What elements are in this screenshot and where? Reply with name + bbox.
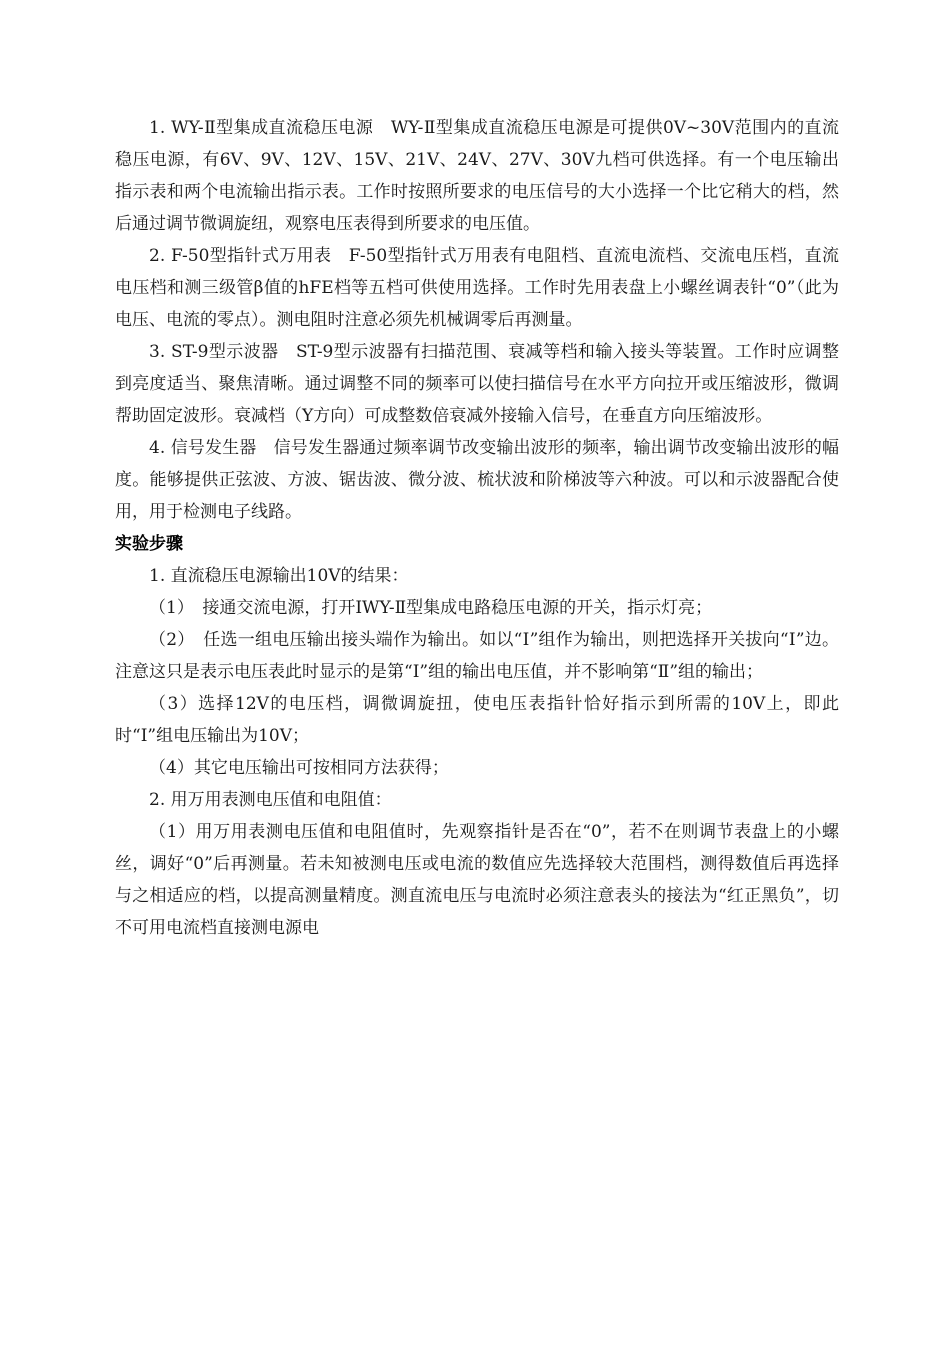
step-2-substep-1: （1）用万用表测电压值和电阻值时，先观察指针是否在“0”，若不在则调节表盘上的小螺丝，调好“0”后再测量。若未知被测电压或电流的数值应先选择较大范围档，测得数值后再选择与之相适应的档，以提高测量精度。测直流电压与电流时必须注意表头的接法为“红正黑负”，切不可用电流档直接测电源电 (115, 822, 839, 938)
step-1-substep-4: （4）其它电压输出可按相同方法获得； (149, 758, 449, 778)
section-heading-experiment-steps: 实验步骤 (115, 534, 183, 554)
step-1-substep-3: （3）选择12V的电压档，调微调旋扭，使电压表指针恰好指示到所需的10V上，即此时“Ⅰ”组电压输出为10V； (115, 694, 839, 746)
document-page (115, 112, 839, 944)
step-1-substep-2: （2） 任选一组电压输出接头端作为输出。如以“Ⅰ”组作为输出，则把选择开关拔向“Ⅰ”边。注意这只是表示电压表此时显示的是第“Ⅰ”组的输出电压值，并不影响第“Ⅱ”组的输出； (115, 630, 839, 682)
paragraph-f50-multimeter: 2. F-50型指针式万用表 F-50型指针式万用表有电阻档、直流电流档、交流电压档，直流电压档和测三级管β值的hFE档等五档可供使用选择。工作时先用表盘上小螺丝调表针“0”（此为电压、电流的零点）。测电阻时注意必须先机械调零后再测量。 (115, 246, 839, 330)
step-1-title: 1. 直流稳压电源输出10V的结果： (149, 566, 409, 586)
paragraph-wy-power-supply: 1. WY-Ⅱ型集成直流稳压电源 WY-Ⅱ型集成直流稳压电源是可提供0V~30V范围内的直流稳压电源，有6V、9V、12V、15V、21V、24V、27V、30V九档可供选择。有一个电压输出指示表和两个电流输出指示表。工作时按照所要求的电压信号的大小选择一个比它稍大的档，然后通过调节微调旋纽，观察电压表得到所要求的电压值。 (115, 118, 839, 234)
paragraph-st9-oscilloscope: 3. ST-9型示波器 ST-9型示波器有扫描范围、衰减等档和输入接头等装置。工作时应调整到亮度适当、聚焦清晰。通过调整不同的频率可以使扫描信号在水平方向拉开或压缩波形，微调帮助固定波形。衰减档（Y方向）可成整数倍衰减外接输入信号，在垂直方向压缩波形。 (115, 342, 839, 426)
step-2-title: 2. 用万用表测电压值和电阻值： (149, 790, 392, 810)
step-1-substep-1: （1） 接通交流电源，打开IWY-Ⅱ型集成电路稳压电源的开关，指示灯亮； (149, 598, 713, 618)
paragraph-signal-generator: 4. 信号发生器 信号发生器通过频率调节改变输出波形的频率，输出调节改变输出波形的幅度。能够提供正弦波、方波、锯齿波、微分波、梳状波和阶梯波等六种波。可以和示波器配合使用，用于检测电子线路。 (115, 438, 839, 522)
